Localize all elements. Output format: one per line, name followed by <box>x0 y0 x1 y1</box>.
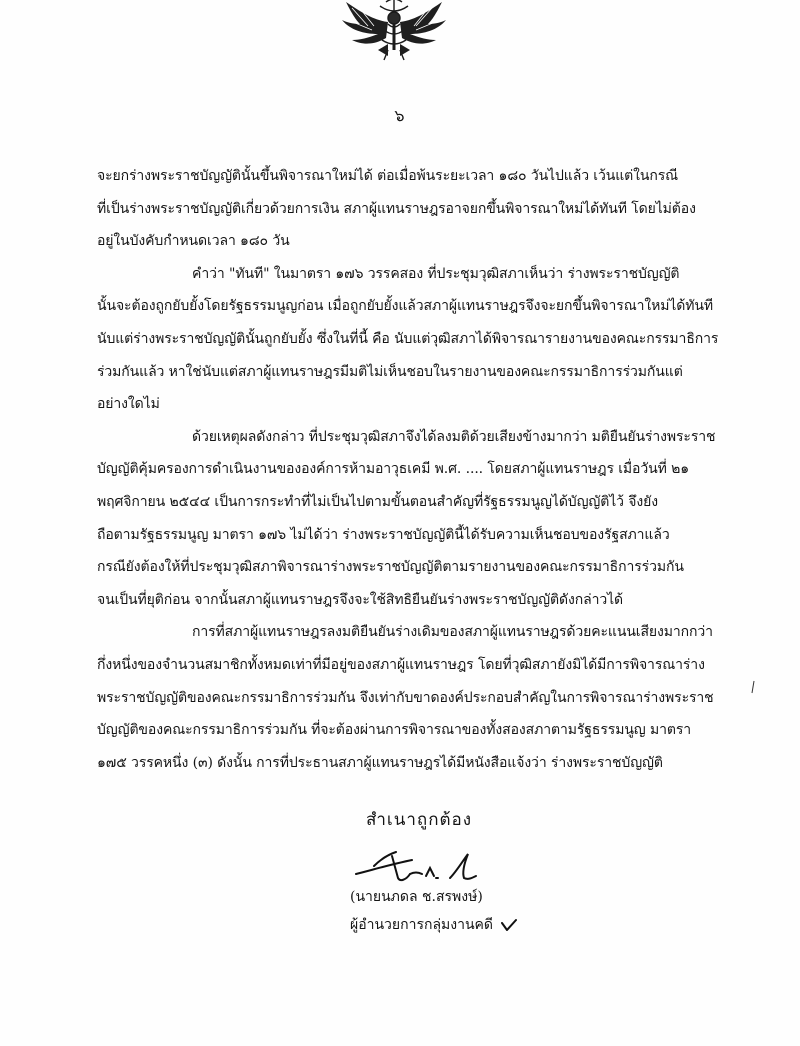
text-line: ด้วยเหตุผลดังกล่าว ที่ประชุมวุฒิสภาจึงได้ลงมติด้วยเสียงข้างมากว่า มติยืนยันร่างพระราช <box>192 428 716 445</box>
pen-mark-icon <box>750 680 756 694</box>
paragraph-2 <box>97 258 737 421</box>
text-line: พระราชบัญญัติของคณะกรรมาธิการร่วมกัน จึงเท่ากับขาดองค์ประกอบสำคัญในการพิจารณาร่างพระราช <box>97 689 714 706</box>
signer-title: ผู้อำนวยการกลุ่มงานคดี <box>350 917 493 933</box>
text-line: จนเป็นที่ยุติก่อน จากนั้นสภาผู้แทนราษฎรจึงจะใช้สิทธิยืนยันร่างพระราชบัญญัติดังกล่าวได้ <box>97 591 624 608</box>
paragraph-4 <box>97 616 737 779</box>
text-line: ร่วมกันแล้ว หาใช่นับแต่สภาผู้แทนราษฎรมีมติไม่เห็นชอบในรายงานของคณะกรรมาธิการร่วมกันแต่ <box>97 363 683 380</box>
text-line: บัญญัติคุ้มครองการดำเนินงานขององค์การห้ามอาวุธเคมี พ.ศ. .... โดยสภาผู้แทนราษฎร เมื่อวันที่ ๒๑ <box>97 461 689 478</box>
text-line: พฤศจิกายน ๒๕๔๔ เป็นการกระทำที่ไม่เป็นไปตามขั้นตอนสำคัญที่รัฐธรรมนูญได้บัญญัติไว้ จึงยัง <box>97 493 658 510</box>
text-line: ที่เป็นร่างพระราชบัญญัติเกี่ยวด้วยการเงิน สภาผู้แทนราษฎรอาจยกขึ้นพิจารณาใหม่ได้ทันที โดยไม่ต้อง <box>97 200 696 217</box>
text-line: อยู่ในบังคับกำหนดเวลา ๑๘๐ วัน <box>97 233 290 250</box>
text-line: กึ่งหนึ่งของจำนวนสมาชิกทั้งหมดเท่าที่มีอยู่ของสภาผู้แทนราษฎร โดยที่วุฒิสภายังมิได้มีการพิจารณาร่าง <box>97 656 705 673</box>
certified-copy-stamp: สำเนาถูกต้อง <box>366 810 473 830</box>
text-line: นับแต่ร่างพระราชบัญญัตินั้นถูกยับยั้ง ซึ่งในที่นี้ คือ นับแต่วุฒิสภาได้พิจารณารายงานของคณะกรรมาธิการ <box>97 330 719 347</box>
text-line: การที่สภาผู้แทนราษฎรลงมติยืนยันร่างเดิมของสภาผู้แทนราษฎรด้วยคะแนนเสียงมากกว่า <box>192 624 713 641</box>
paragraph-1 <box>97 160 737 258</box>
page-number: ๖ <box>394 106 406 125</box>
checkmark-icon <box>501 918 517 932</box>
paragraph-3 <box>97 421 737 617</box>
text-line: อย่างใดไม่ <box>97 396 160 413</box>
text-line: จะยกร่างพระราชบัญญัตินั้นขึ้นพิจารณาใหม่ได้ ต่อเมื่อพ้นระยะเวลา ๑๘๐ วันไปแล้ว เว้นแต่ในกรณี <box>97 168 679 184</box>
signer-name: (นายนภดล ช.สรพงษ์) <box>350 889 483 905</box>
handwritten-signature <box>352 848 502 888</box>
garuda-emblem-icon <box>338 0 450 62</box>
text-line: ๑๗๕ วรรคหนึ่ง (๓) ดังนั้น การที่ประธานสภาผู้แทนราษฎรได้มีหนังสือแจ้งว่า ร่างพระราชบัญญัติ <box>97 754 663 771</box>
text-line: บัญญัติของคณะกรรมาธิการร่วมกัน ที่จะต้องผ่านการพิจารณาของทั้งสองสภาตามรัฐธรรมนูญ มาตรา <box>97 722 692 739</box>
text-line: ถือตามรัฐธรรมนูญ มาตรา ๑๗๖ ไม่ได้ว่า ร่างพระราชบัญญัตินี้ได้รับความเห็นชอบของรัฐสภาแล้ว <box>97 526 670 543</box>
text-line: นั้นจะต้องถูกยับยั้งโดยรัฐธรรมนูญก่อน เมื่อถูกยับยั้งแล้วสภาผู้แทนราษฎรจึงจะยกขึ้นพิจารณาใหม่ได้ทันที <box>97 298 714 315</box>
signer-title-row <box>350 914 517 936</box>
text-line: กรณียังต้องให้ที่ประชุมวุฒิสภาพิจารณาร่างพระราชบัญญัติตามรายงานของคณะกรรมาธิการร่วมกัน <box>97 559 684 576</box>
text-line: คำว่า "ทันที" ในมาตรา ๑๗๖ วรรคสอง ที่ประชุมวุฒิสภาเห็นว่า ร่างพระราชบัญญัติ <box>192 265 680 282</box>
document-body <box>97 160 737 779</box>
